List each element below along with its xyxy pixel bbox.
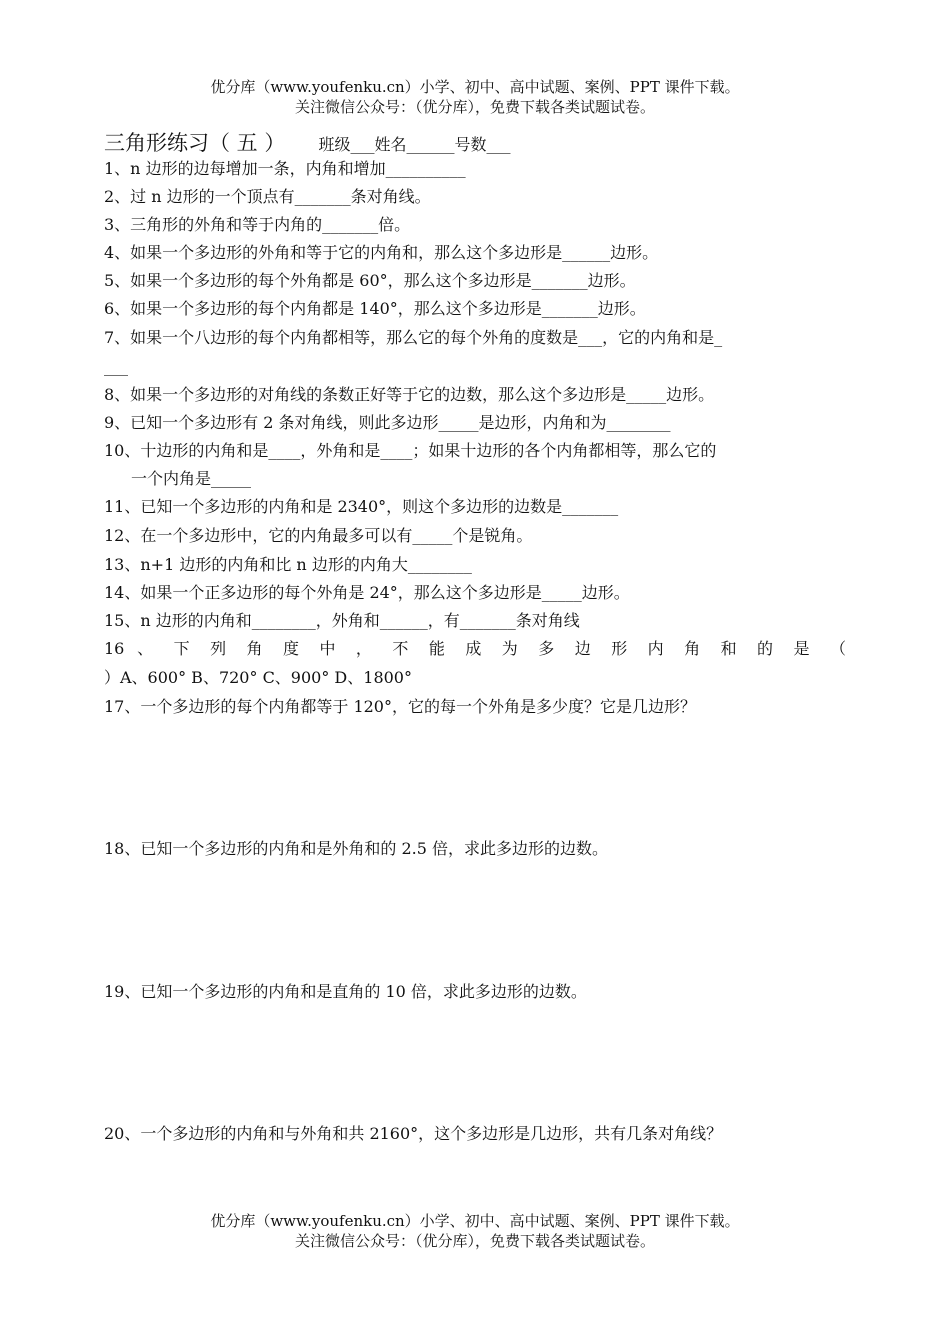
question-10-line-1: 10、十边形的内角和是____，外角和是____；如果十边形的各个内角都相等，那么它的 <box>104 441 717 460</box>
footer-line-1: 优分库（www.youfenku.cn）小学、初中、高中试题、案例、PPT 课件下载。 <box>210 1212 740 1230</box>
question-7-line-1: 7、如果一个八边形的每个内角都相等，那么它的每个外角的度数是___，它的内角和是_ <box>104 328 723 347</box>
question-19: 19、已知一个多边形的内角和是直角的 10 倍，求此多边形的边数。 <box>104 982 587 1001</box>
question-13: 13、n+1 边形的内角和比 n 边形的内角大________ <box>104 555 472 574</box>
question-3: 3、三角形的外角和等于内角的_______倍。 <box>104 215 411 234</box>
question-16-options: ）A、600° B、720° C、900° D、1800° <box>104 668 412 687</box>
page-header <box>0 77 950 117</box>
title-row <box>104 127 510 155</box>
question-5: 5、如果一个多边形的每个外角都是 60°，那么这个多边形是_______边形。 <box>104 271 636 290</box>
question-16-line-1: 16 、 下 列 角 度 中 ， 不 能 成 为 多 边 形 内 角 和 的 是 （ <box>104 639 846 658</box>
question-7-line-2: ___ <box>104 357 128 376</box>
question-8: 8、如果一个多边形的对角线的条数正好等于它的边数，那么这个多边形是_____边形。 <box>104 385 715 404</box>
header-line-2: 关注微信公众号：（优分库），免费下载各类试题试卷。 <box>294 98 655 116</box>
question-17: 17、一个多边形的每个内角都等于 120°，它的每一个外角是多少度？它是几边形？ <box>104 697 696 716</box>
question-1: 1、n 边形的边每增加一条，内角和增加__________ <box>104 159 466 178</box>
header-line-1: 优分库（www.youfenku.cn）小学、初中、高中试题、案例、PPT 课件下载。 <box>210 78 740 96</box>
page-footer <box>0 1211 950 1251</box>
question-4: 4、如果一个多边形的外角和等于它的内角和，那么这个多边形是______边形。 <box>104 243 659 262</box>
question-14: 14、如果一个正多边形的每个外角是 24°，那么这个多边形是_____边形。 <box>104 583 630 602</box>
question-12: 12、在一个多边形中，它的内角最多可以有_____个是锐角。 <box>104 526 533 545</box>
footer-line-2: 关注微信公众号：（优分库），免费下载各类试题试卷。 <box>294 1232 655 1250</box>
question-2: 2、过 n 边形的一个顶点有_______条对角线。 <box>104 187 431 206</box>
question-15: 15、n 边形的内角和________，外角和______，有_______条对角线 <box>104 611 580 630</box>
question-20: 20、一个多边形的内角和与外角和共 2160°，这个多边形是几边形，共有几条对角线？ <box>104 1124 723 1143</box>
worksheet-title: 三角形练习（ 五 ） <box>104 131 286 155</box>
question-10-line-2: 一个内角是_____ <box>131 469 252 488</box>
question-18: 18、已知一个多边形的内角和是外角和的 2.5 倍，求此多边形的边数。 <box>104 839 608 858</box>
question-6: 6、如果一个多边形的每个内角都是 140°，那么这个多边形是_______边形。 <box>104 299 646 318</box>
question-9: 9、已知一个多边形有 2 条对角线，则此多边形_____是边形，内角和为________ <box>104 413 671 432</box>
student-info-fields: 班级___姓名______号数___ <box>318 135 511 154</box>
question-11: 11、已知一个多边形的内角和是 2340°，则这个多边形的边数是_______ <box>104 497 619 516</box>
